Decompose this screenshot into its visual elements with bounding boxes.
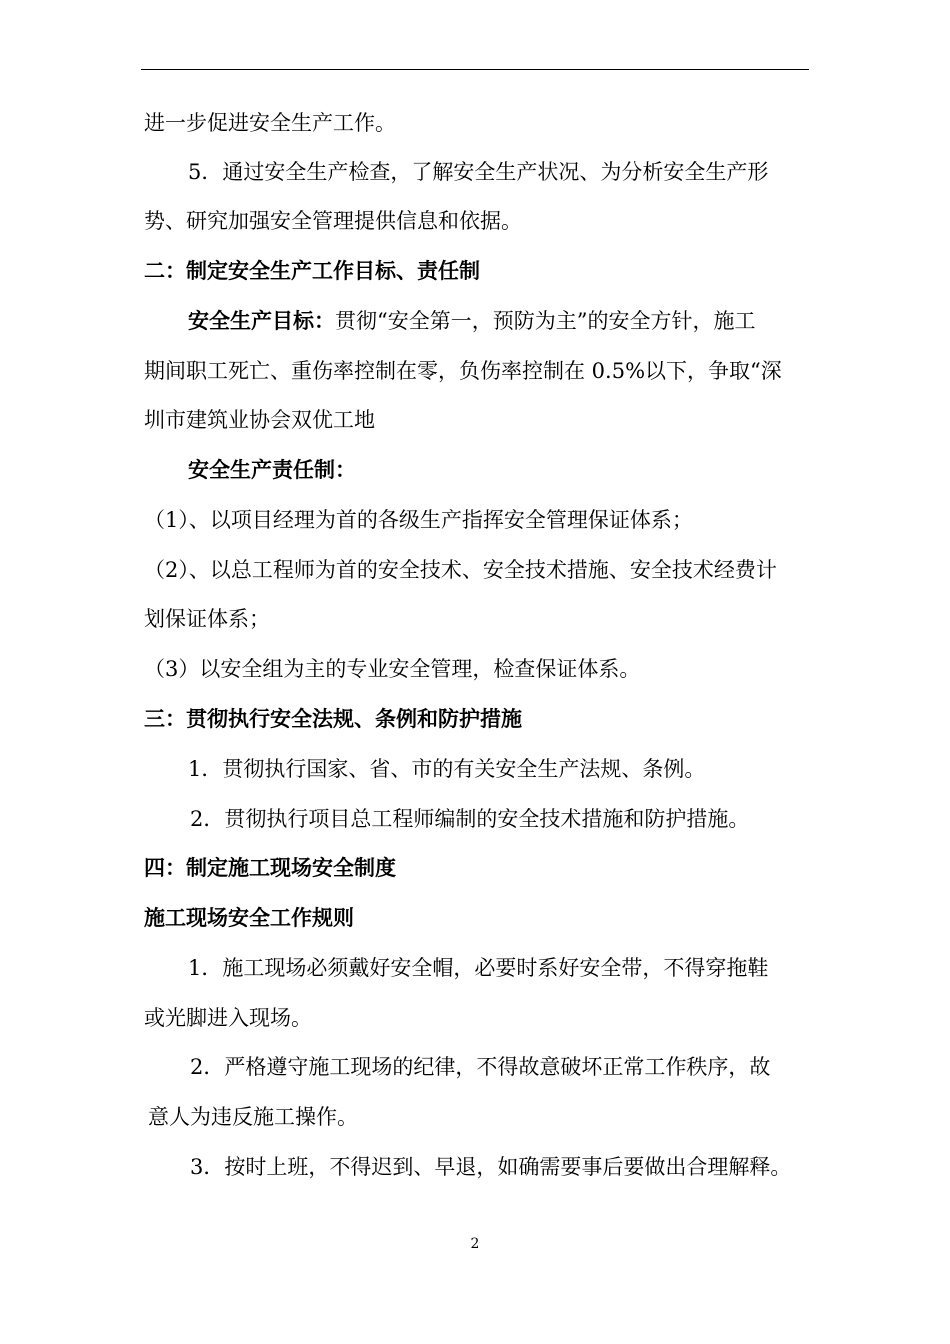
subsection-heading: 施工现场安全工作规则 <box>144 905 354 930</box>
safety-goal-text: 贯彻“安全第一，预防为主”的安全方针，施工 <box>335 309 756 333</box>
rule-1: 1．施工现场必须戴好安全帽，必要时系好安全带，不得穿拖鞋 <box>188 956 769 980</box>
body-line-7: 圳市建筑业协会双优工地 <box>144 408 375 432</box>
body-line-3: 势、研究加强安全管理提供信息和依据。 <box>144 209 522 233</box>
safety-goal-line <box>188 308 755 334</box>
rule-2-cont: 意人为违反施工操作。 <box>148 1105 358 1129</box>
item-3-1: 1．贯彻执行国家、省、市的有关安全生产法规、条例。 <box>188 757 706 781</box>
body-line-1: 进一步促进安全生产工作。 <box>144 111 396 135</box>
rule-3: 3．按时上班，不得迟到、早退，如确需要事后要做出合理解释。 <box>190 1155 792 1179</box>
rule-1-cont: 或光脚进入现场。 <box>144 1006 312 1030</box>
list-item-2: （2）、以总工程师为首的安全技术、安全技术措施、安全技术经费计 <box>144 558 777 582</box>
safety-goal-label: 安全生产目标： <box>188 308 335 333</box>
page-number: 2 <box>470 1236 480 1252</box>
header-rule <box>141 69 809 70</box>
section-heading-2: 二：制定安全生产工作目标、责任制 <box>144 258 480 283</box>
list-item-3: （3）以安全组为主的专业安全管理，检查保证体系。 <box>144 657 641 681</box>
body-line-6: 期间职工死亡、重伤率控制在零，负伤率控制在 0.5%以下，争取“深 <box>144 359 782 383</box>
list-item-1: （1）、以项目经理为首的各级生产指挥安全管理保证体系； <box>144 508 693 532</box>
section-heading-3: 三：贯彻执行安全法规、条例和防护措施 <box>144 706 522 731</box>
body-line-2: 5．通过安全生产检查，了解安全生产状况、为分析安全生产形 <box>188 160 769 184</box>
item-3-2: 2．贯彻执行项目总工程师编制的安全技术措施和防护措施。 <box>190 807 750 831</box>
section-heading-4: 四：制定施工现场安全制度 <box>144 855 396 880</box>
rule-2: 2．严格遵守施工现场的纪律，不得故意破坏正常工作秩序，故 <box>190 1055 771 1079</box>
responsibility-heading: 安全生产责任制： <box>188 457 356 482</box>
list-item-2-cont: 划保证体系； <box>144 607 270 631</box>
